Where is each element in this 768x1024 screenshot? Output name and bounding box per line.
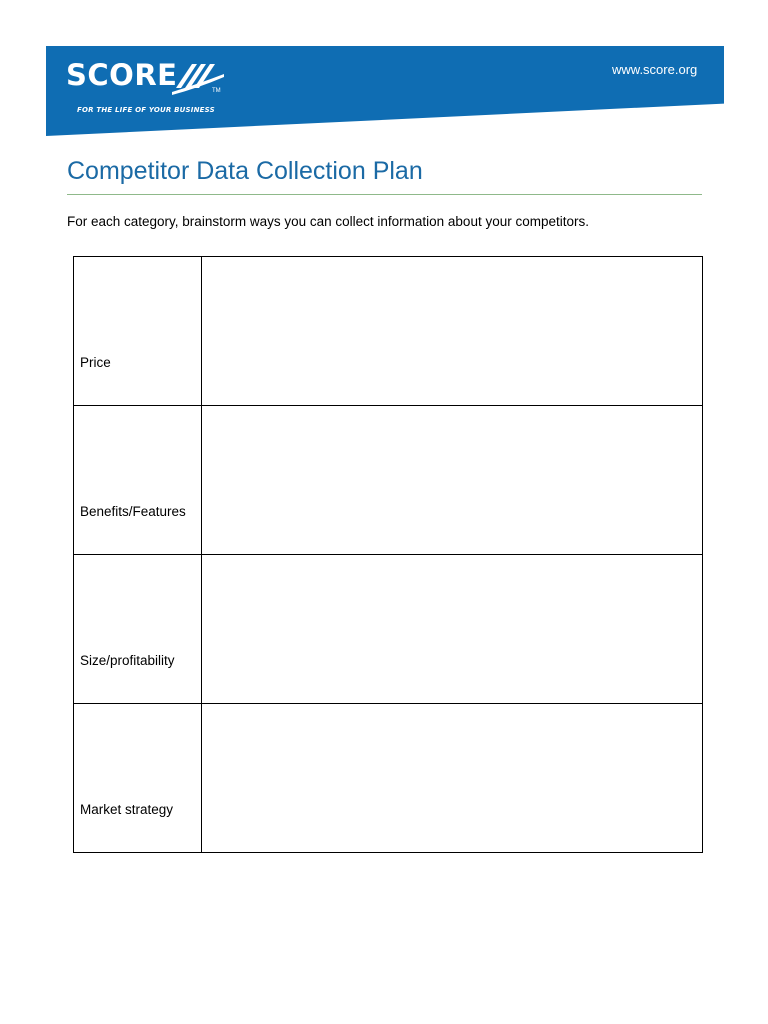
category-label-market-strategy: Market strategy [74, 704, 202, 853]
logo-tagline: FOR THE LIFE OF YOUR BUSINESS [77, 106, 215, 114]
response-cell-benefits-features[interactable] [202, 406, 703, 555]
table-row [74, 257, 703, 406]
category-label-benefits-features: Benefits/Features [74, 406, 202, 555]
table-row [74, 555, 703, 704]
title-divider [67, 194, 702, 195]
score-logo-text: SCORE [66, 58, 178, 92]
page-title: Competitor Data Collection Plan [67, 157, 423, 185]
instructions-text: For each category, brainstorm ways you can collect information about your competitors. [67, 214, 589, 229]
website-link[interactable]: www.score.org [612, 62, 698, 77]
logo-trademark: TM [212, 88, 221, 94]
data-collection-table [73, 256, 703, 853]
table-row [74, 406, 703, 555]
response-cell-size-profitability[interactable] [202, 555, 703, 704]
response-cell-price[interactable] [202, 257, 703, 406]
table-row [74, 704, 703, 853]
category-label-price: Price [74, 257, 202, 406]
response-cell-market-strategy[interactable] [202, 704, 703, 853]
category-label-size-profitability: Size/profitability [74, 555, 202, 704]
